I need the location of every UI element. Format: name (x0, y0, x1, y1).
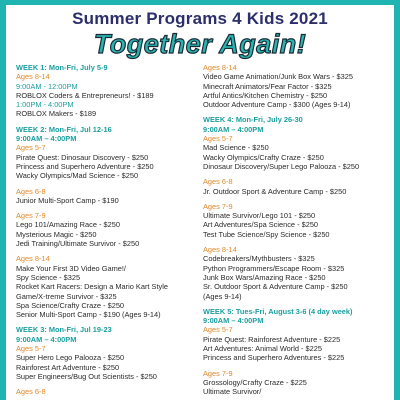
week-heading: WEEK 5: Tues-Fri, August 3-6 (4 day week) (203, 306, 353, 316)
program-item: Pirate Quest: Dinosaur Discovery - $250 (16, 152, 149, 162)
program-item: Rainforest Art Adventure - $250 (16, 362, 120, 372)
program-item: Senior Multi-Sport Camp - $190 (Ages 9-14) (16, 310, 161, 320)
program-item: Rocket Kart Racers: Design a Mario Kart Style (16, 282, 168, 292)
age-group-label: Ages 5-7 (16, 344, 46, 354)
program-item: Mysterious Magic - $250 (16, 229, 97, 239)
program-item: ROBLOX Coders & Entrepreneurs! - $189 (16, 90, 154, 100)
time-slot: 9:00AM - 12:00PM (16, 81, 78, 91)
program-item: Wacky Olympics/Mad Science - $250 (16, 171, 139, 181)
program-item: Junk Box Wars/Amazing Race - $250 (203, 272, 326, 282)
program-item: Spy Science - $325 (16, 272, 81, 282)
age-group-label: Ages 5-7 (203, 325, 233, 335)
week-heading: WEEK 2: Mon-Fri, Jul 12-16 (16, 124, 112, 134)
program-item: Jedi Training/Ultimate Survivor - $250 (16, 239, 140, 249)
program-item: Junior Multi-Sport Camp - $190 (16, 195, 119, 205)
program-item: Mad Science - $250 (203, 143, 269, 153)
age-group-label: Ages 6-8 (203, 177, 233, 187)
program-item: Super Engineers/Bug Out Scientists - $250 (16, 371, 157, 381)
age-group-label: Ages 8-14 (16, 254, 50, 264)
program-item: (Ages 9-14) (203, 291, 242, 301)
age-group-label: Ages 5-7 (203, 134, 233, 144)
age-group-label: Ages 7-9 (203, 368, 233, 378)
left-column (16, 63, 198, 397)
program-item: Grossology/Crafty Craze - $225 (203, 377, 307, 387)
program-item: Artful Antics/Kitchen Chemistry - $250 (203, 90, 328, 100)
program-item: Python Programmers/Escape Room - $325 (203, 263, 345, 273)
program-item: Game/X-treme Survivor - $325 (16, 291, 117, 301)
program-item: Minecraft Animators/Fear Factor - $325 (203, 81, 332, 91)
right-column (203, 63, 385, 397)
program-item: Video Game Animation/Junk Box Wars - $325 (203, 72, 353, 82)
age-group-label: Ages 8-14 (16, 72, 50, 82)
program-item: Outdoor Adventure Camp - $300 (Ages 9-14) (203, 100, 351, 110)
flyer-banner: Together Again! (93, 29, 307, 59)
program-item: Princess and Superhero Adventures - $225 (203, 353, 345, 363)
program-item: Jr. Outdoor Sport & Adventure Camp - $250 (203, 186, 347, 196)
program-item: Pirate Quest: Rainforest Adventure - $225 (203, 334, 341, 344)
program-item: Sr. Outdoor Sport & Adventure Camp - $250 (203, 282, 348, 292)
age-group-label: Ages 7-9 (203, 201, 233, 211)
program-item: ROBLOX Makers - $189 (16, 109, 97, 119)
top-border (6, 0, 394, 5)
program-item: Make Your First 3D Video Game!/ (16, 263, 126, 273)
week-heading: WEEK 3: Mon-Fri, Jul 19-23 (16, 325, 112, 335)
program-item: Art Adventures/Spa Science - $250 (203, 220, 319, 230)
week-heading: 9:00AM – 4:00PM (16, 134, 77, 144)
week-heading: WEEK 1: Mon-Fri, July 5-9 (16, 63, 108, 72)
program-item: Art Adventures: Animal World - $225 (203, 344, 322, 354)
flyer-sheet (6, 0, 394, 400)
week-heading: WEEK 4: Mon-Fri, July 26-30 (203, 115, 303, 125)
week-heading: 9:00AM – 4:00PM (203, 124, 264, 134)
program-item: Codebreakers/Mythbusters - $325 (203, 254, 315, 264)
program-item: Princess and Superhero Adventure - $250 (16, 161, 154, 171)
age-group-label: Ages 8-14 (203, 63, 237, 72)
time-slot: 1:00PM - 4:00PM (16, 100, 74, 110)
program-item: Ultimate Survivor/ (203, 387, 262, 397)
age-group-label: Ages 6-8 (16, 387, 46, 397)
week-heading: 9:00AM – 4:00PM (16, 334, 77, 344)
program-item: Spa Science/Crafty Craze - $250 (16, 300, 125, 310)
age-group-label: Ages 8-14 (203, 245, 237, 255)
age-group-label: Ages 5-7 (16, 143, 46, 153)
program-item: Super Hero Lego Palooza - $250 (16, 353, 125, 363)
age-group-label: Ages 7-9 (16, 211, 46, 221)
program-item: Test Tube Science/Spy Science - $250 (203, 229, 330, 239)
flyer-title: Summer Programs 4 Kids 2021 (72, 9, 328, 28)
age-group-label: Ages 6-8 (16, 186, 46, 196)
week-heading: 9:00AM – 4:00PM (203, 316, 264, 326)
program-item: Wacky Olympics/Crafty Craze - $250 (203, 152, 324, 162)
program-item: Ultimate Survivor/Lego 101 - $250 (203, 211, 316, 221)
program-item: Dinosaur Discovery/Super Lego Palooza - $250 (203, 161, 360, 171)
program-item: Lego 101/Amazing Race - $250 (16, 220, 120, 230)
